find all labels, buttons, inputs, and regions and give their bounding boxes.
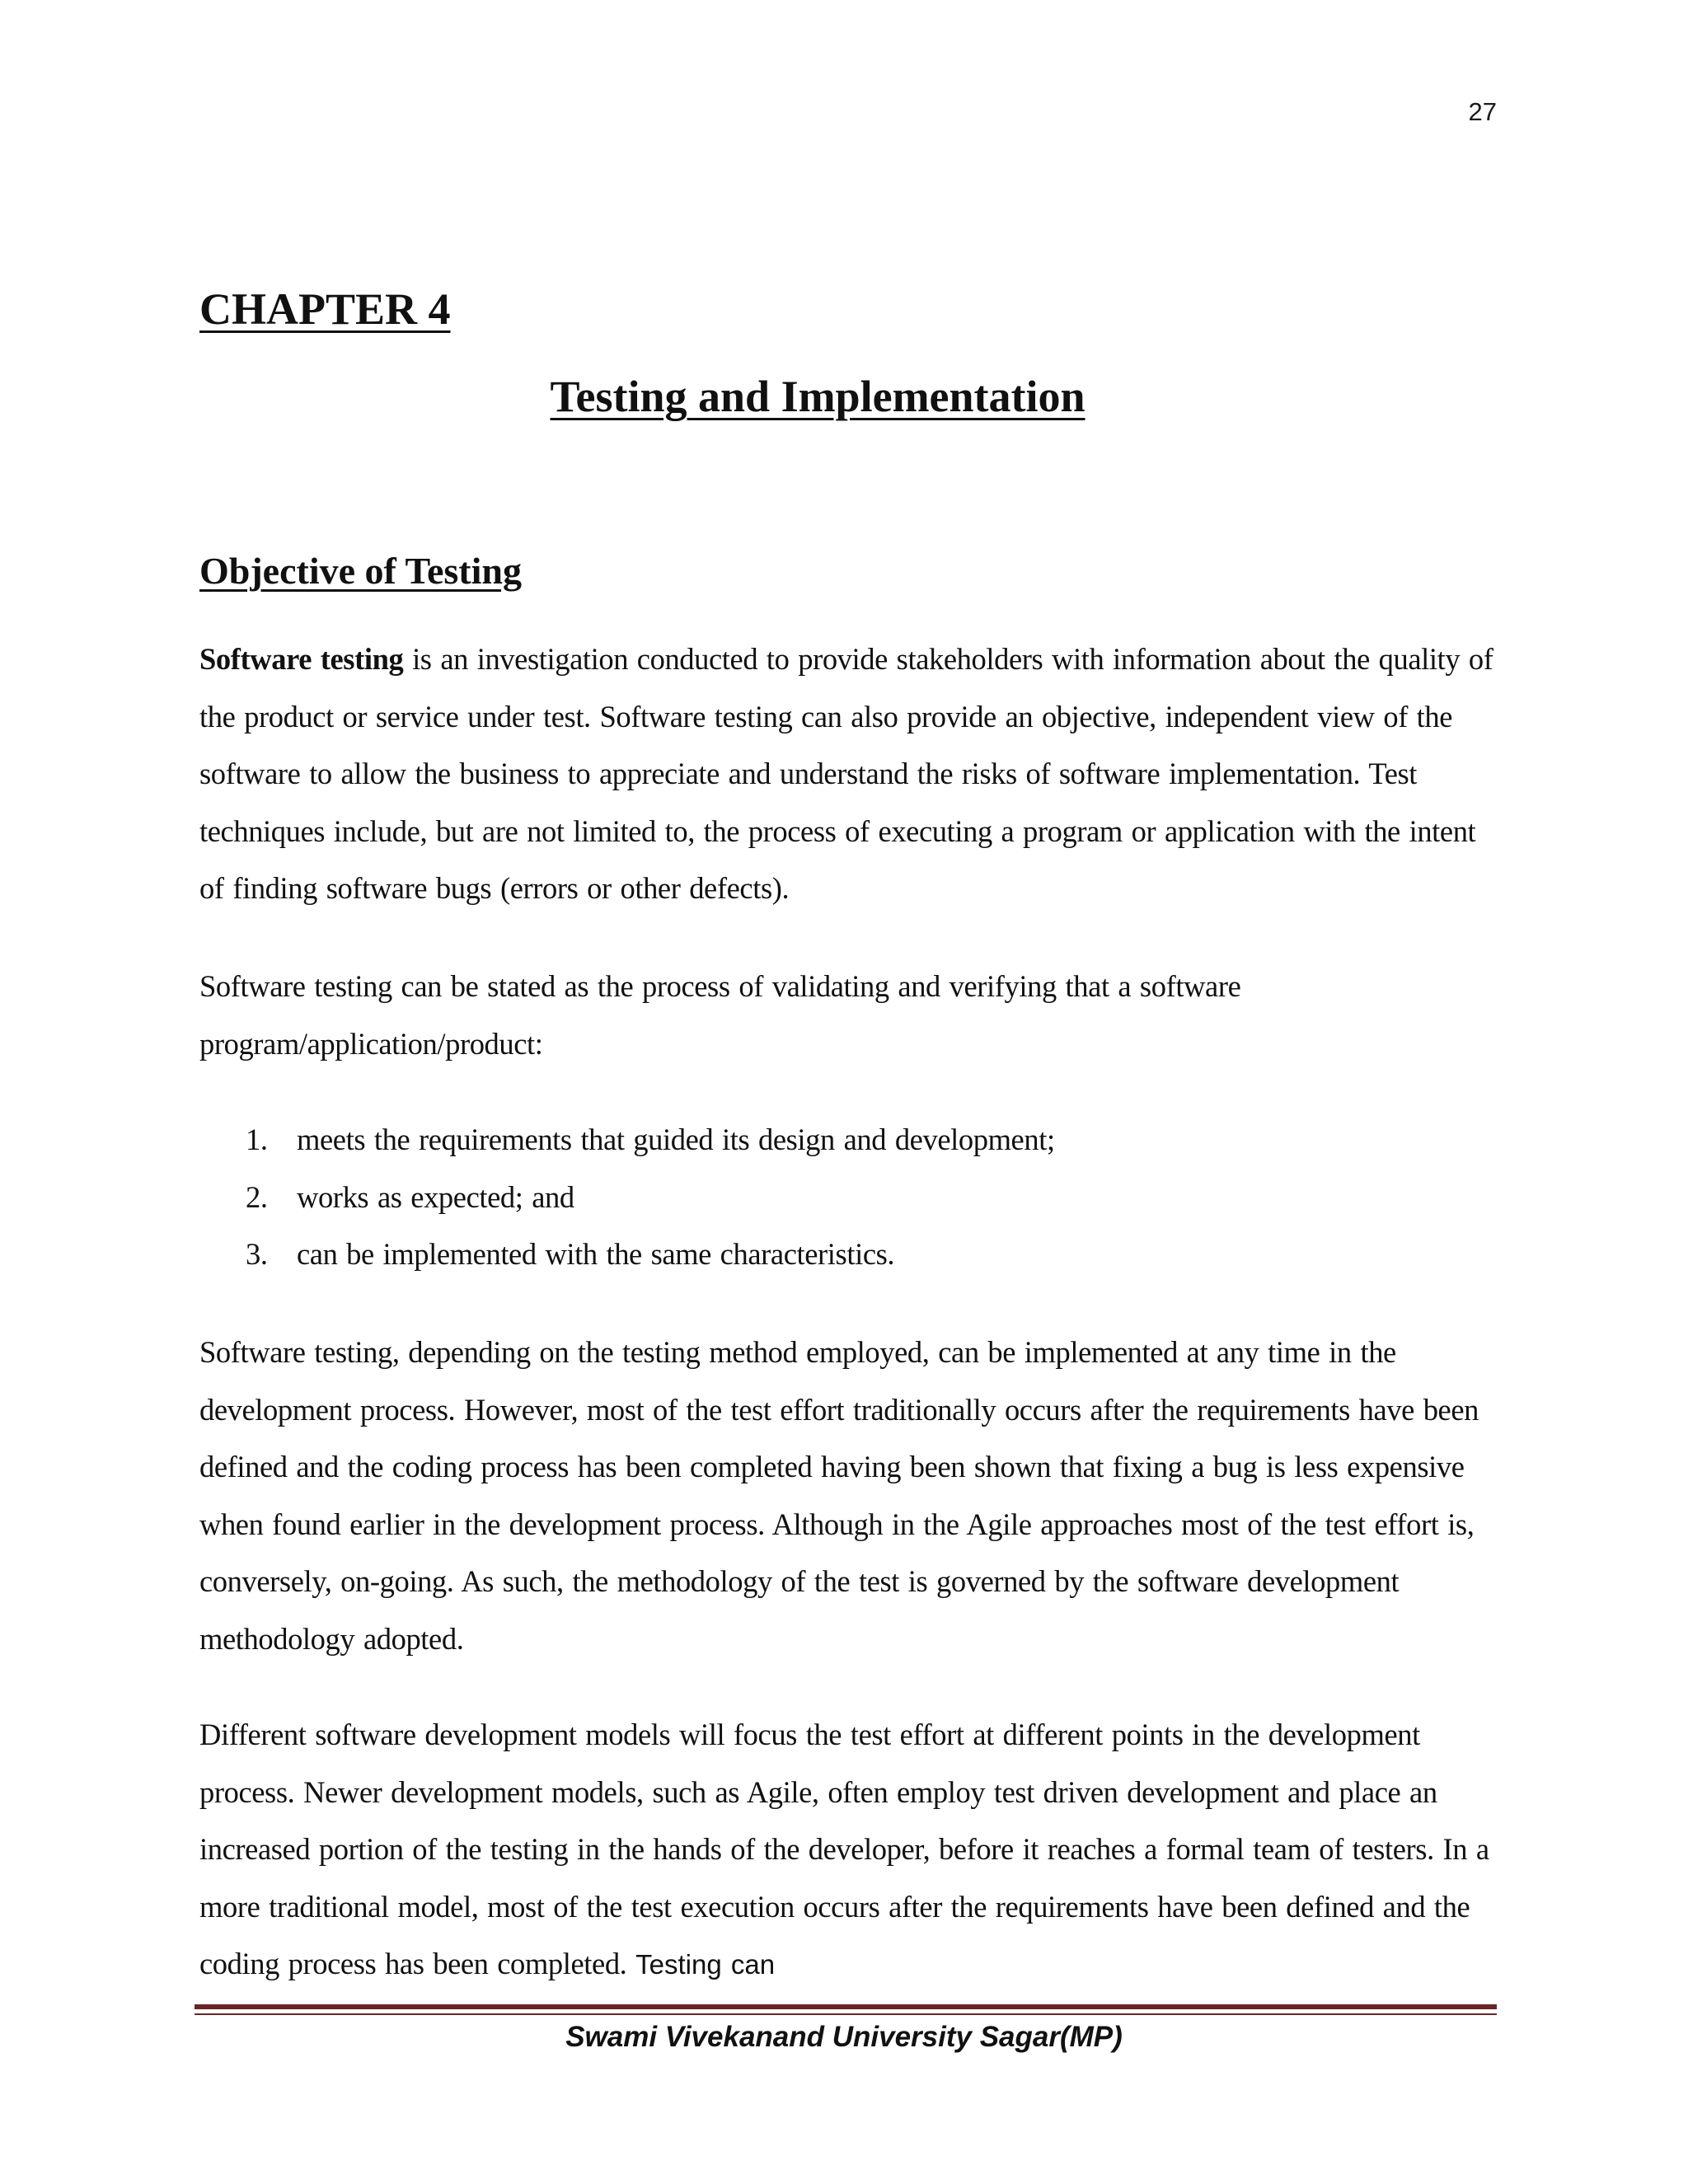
- list-item: [246, 1169, 1498, 1226]
- chapter-title: Testing and Implementation: [550, 372, 1085, 421]
- paragraph-models-tail: Testing can: [635, 1949, 776, 1980]
- list-number: 2.: [246, 1179, 268, 1214]
- paragraph-intro: [199, 630, 1502, 917]
- list-item: [246, 1111, 1498, 1169]
- page-number: 27: [1468, 97, 1497, 126]
- paragraph-intro-text: is an investigation conducted to provide stakeholders with information about the quality of the product or service under test. Software testing can also provide an objective, independent view of the software to allow the business to appreciate and understand the risks of software implementation. Test techniques include, but are not limited to, the process of executing a program or application with the intent of finding software bugs (errors or other defects).: [199, 642, 1493, 905]
- paragraph-methodology: Software testing, depending on the testing method employed, can be implemented at any time in the development process. However, most of the test effort traditionally occurs after the requirements have been defined and the coding process has been completed having been shown that fixing a bug is less expensive when found earlier in the development process. Although in the Agile approaches most of the test effort is, conversely, on-going. As such, the methodology of the test is governed by the software development methodology adopted.: [199, 1335, 1479, 1656]
- footer-university: Swami Vivekanand University Sagar(MP): [565, 2021, 1123, 2053]
- paragraph-models-text: Different software development models will focus the test effort at different points in the development process. Newer development models, such as Agile, often employ test driven development and place an increased portion of the testing in the hands of the developer, before it reaches a formal team of testers. In a more traditional model, most of the test execution occurs after the requirements have been defined and the coding process has been completed.: [199, 1718, 1489, 1980]
- paragraph-definition: Software testing can be stated as the process of validating and verifying that a software program/application/product:: [199, 969, 1241, 1061]
- paragraph-models: [199, 1706, 1502, 1994]
- list-number: 3.: [246, 1237, 268, 1271]
- section-heading: Objective of Testing: [199, 550, 522, 592]
- list-text: meets the requirements that guided its design and development;: [297, 1122, 1055, 1156]
- list-item: [246, 1226, 1498, 1283]
- footer-rule-thick: [195, 2004, 1497, 2009]
- list-text: can be implemented with the same characteristics.: [297, 1237, 895, 1271]
- requirements-list: [246, 1111, 1498, 1283]
- footer-rule-thin: [195, 2013, 1497, 2015]
- chapter-heading: CHAPTER 4: [199, 284, 451, 334]
- list-text: works as expected; and: [297, 1179, 574, 1214]
- list-number: 1.: [246, 1122, 268, 1156]
- bold-term: Software testing: [199, 642, 404, 676]
